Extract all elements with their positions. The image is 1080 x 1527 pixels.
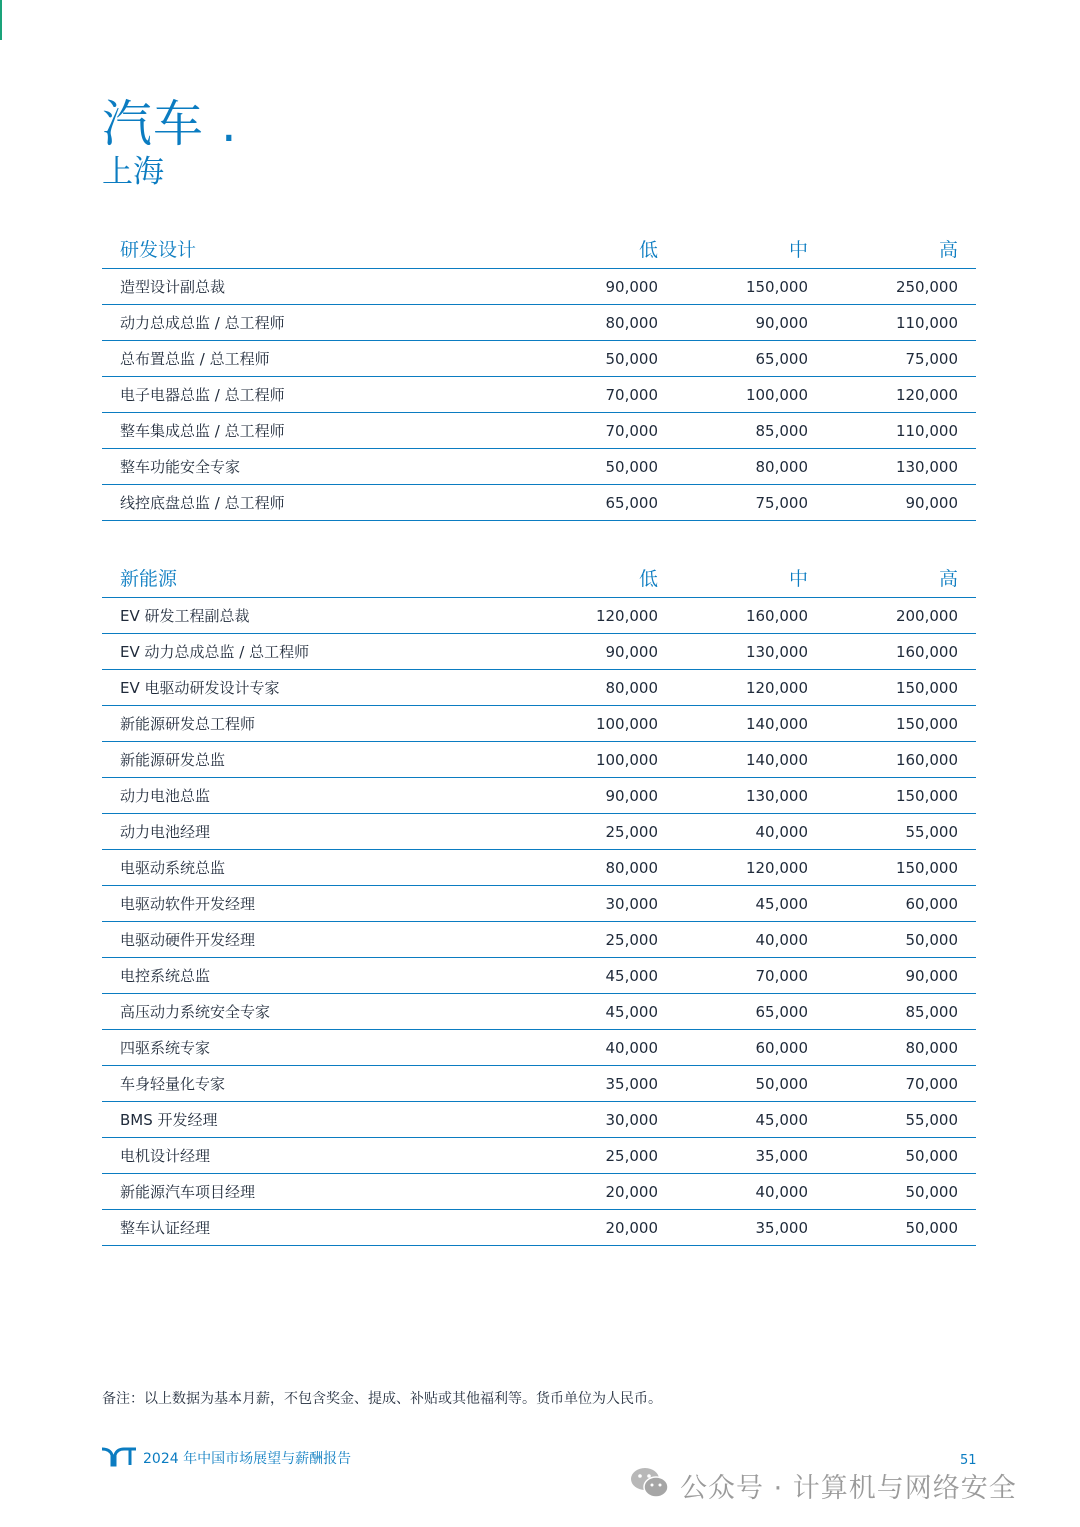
low-salary-cell: 120,000 xyxy=(512,598,676,634)
position-cell: 电子电器总监 / 总工程师 xyxy=(102,377,512,413)
table-row xyxy=(102,1102,976,1138)
position-cell: 新能源研发总工程师 xyxy=(102,706,512,742)
mid-salary-cell: 75,000 xyxy=(676,485,826,521)
high-salary-cell: 200,000 xyxy=(826,598,976,634)
position-cell: BMS 开发经理 xyxy=(102,1102,512,1138)
position-cell: 电驱动系统总监 xyxy=(102,850,512,886)
mid-salary-cell: 160,000 xyxy=(676,598,826,634)
mid-salary-cell: 120,000 xyxy=(676,850,826,886)
high-salary-cell: 120,000 xyxy=(826,377,976,413)
high-salary-cell: 55,000 xyxy=(826,814,976,850)
mid-salary-cell: 35,000 xyxy=(676,1210,826,1246)
table-row xyxy=(102,958,976,994)
table-row xyxy=(102,377,976,413)
high-salary-cell: 150,000 xyxy=(826,706,976,742)
low-salary-cell: 100,000 xyxy=(512,706,676,742)
high-salary-cell: 50,000 xyxy=(826,1174,976,1210)
high-salary-cell: 150,000 xyxy=(826,778,976,814)
position-cell: 电驱动硬件开发经理 xyxy=(102,922,512,958)
mid-header: 中 xyxy=(676,555,826,598)
page-number: 51 xyxy=(960,1453,977,1468)
mid-salary-cell: 60,000 xyxy=(676,1030,826,1066)
table-row xyxy=(102,670,976,706)
position-cell: EV 动力总成总监 / 总工程师 xyxy=(102,634,512,670)
position-cell: 造型设计副总裁 xyxy=(102,269,512,305)
position-cell: 线控底盘总监 / 总工程师 xyxy=(102,485,512,521)
position-cell: 电机设计经理 xyxy=(102,1138,512,1174)
mid-salary-cell: 65,000 xyxy=(676,341,826,377)
position-cell: 动力电池经理 xyxy=(102,814,512,850)
mid-salary-cell: 150,000 xyxy=(676,269,826,305)
table-row xyxy=(102,413,976,449)
high-salary-cell: 160,000 xyxy=(826,742,976,778)
mid-salary-cell: 40,000 xyxy=(676,922,826,958)
table-row xyxy=(102,269,976,305)
table-row xyxy=(102,1138,976,1174)
low-salary-cell: 40,000 xyxy=(512,1030,676,1066)
position-cell: EV 研发工程副总裁 xyxy=(102,598,512,634)
mid-salary-cell: 40,000 xyxy=(676,1174,826,1210)
table-row xyxy=(102,886,976,922)
watermark-text: 公众号 · 计算机与网络安全 xyxy=(680,1473,1017,1504)
position-cell: 动力电池总监 xyxy=(102,778,512,814)
position-cell: 新能源研发总监 xyxy=(102,742,512,778)
footer-report-title: 2024 年中国市场展望与薪酬报告 xyxy=(143,1451,352,1467)
position-cell: 电驱动软件开发经理 xyxy=(102,886,512,922)
position-cell: 车身轻量化专家 xyxy=(102,1066,512,1102)
mid-salary-cell: 50,000 xyxy=(676,1066,826,1102)
mid-salary-cell: 90,000 xyxy=(676,305,826,341)
position-cell: EV 电驱动研发设计专家 xyxy=(102,670,512,706)
position-cell: 整车功能安全专家 xyxy=(102,449,512,485)
table-row xyxy=(102,922,976,958)
table-row xyxy=(102,634,976,670)
position-cell: 电控系统总监 xyxy=(102,958,512,994)
position-cell: 整车集成总监 / 总工程师 xyxy=(102,413,512,449)
page-subtitle: 上海 xyxy=(102,154,164,190)
table-row xyxy=(102,1066,976,1102)
high-salary-cell: 80,000 xyxy=(826,1030,976,1066)
low-salary-cell: 45,000 xyxy=(512,994,676,1030)
position-cell: 总布置总监 / 总工程师 xyxy=(102,341,512,377)
mid-salary-cell: 70,000 xyxy=(676,958,826,994)
table-row xyxy=(102,598,976,634)
high-salary-cell: 160,000 xyxy=(826,634,976,670)
table-row xyxy=(102,742,976,778)
high-header: 高 xyxy=(826,226,976,269)
low-salary-cell: 25,000 xyxy=(512,814,676,850)
high-salary-cell: 70,000 xyxy=(826,1066,976,1102)
position-cell: 动力总成总监 / 总工程师 xyxy=(102,305,512,341)
table-row xyxy=(102,706,976,742)
mid-salary-cell: 65,000 xyxy=(676,994,826,1030)
low-salary-cell: 30,000 xyxy=(512,1102,676,1138)
low-salary-cell: 65,000 xyxy=(512,485,676,521)
table-row xyxy=(102,850,976,886)
high-salary-cell: 130,000 xyxy=(826,449,976,485)
low-salary-cell: 80,000 xyxy=(512,305,676,341)
high-salary-cell: 60,000 xyxy=(826,886,976,922)
mid-salary-cell: 85,000 xyxy=(676,413,826,449)
mid-salary-cell: 45,000 xyxy=(676,886,826,922)
low-salary-cell: 50,000 xyxy=(512,449,676,485)
wechat-icon xyxy=(630,1465,670,1501)
low-header: 低 xyxy=(512,555,676,598)
table-row xyxy=(102,1030,976,1066)
table-row xyxy=(102,1210,976,1246)
low-salary-cell: 45,000 xyxy=(512,958,676,994)
mid-salary-cell: 45,000 xyxy=(676,1102,826,1138)
high-salary-cell: 90,000 xyxy=(826,958,976,994)
position-cell: 整车认证经理 xyxy=(102,1210,512,1246)
position-cell: 四驱系统专家 xyxy=(102,1030,512,1066)
low-salary-cell: 70,000 xyxy=(512,413,676,449)
mid-salary-cell: 140,000 xyxy=(676,706,826,742)
high-salary-cell: 50,000 xyxy=(826,922,976,958)
position-cell: 新能源汽车项目经理 xyxy=(102,1174,512,1210)
low-salary-cell: 90,000 xyxy=(512,634,676,670)
low-salary-cell: 30,000 xyxy=(512,886,676,922)
position-cell: 高压动力系统安全专家 xyxy=(102,994,512,1030)
low-salary-cell: 20,000 xyxy=(512,1210,676,1246)
low-salary-cell: 100,000 xyxy=(512,742,676,778)
low-salary-cell: 80,000 xyxy=(512,850,676,886)
table-row xyxy=(102,814,976,850)
high-salary-cell: 110,000 xyxy=(826,305,976,341)
high-header: 高 xyxy=(826,555,976,598)
mid-salary-cell: 40,000 xyxy=(676,814,826,850)
table-row xyxy=(102,778,976,814)
low-salary-cell: 25,000 xyxy=(512,922,676,958)
high-salary-cell: 85,000 xyxy=(826,994,976,1030)
low-header: 低 xyxy=(512,226,676,269)
mid-salary-cell: 80,000 xyxy=(676,449,826,485)
table-row xyxy=(102,341,976,377)
low-salary-cell: 50,000 xyxy=(512,341,676,377)
mid-salary-cell: 130,000 xyxy=(676,778,826,814)
table-row xyxy=(102,1174,976,1210)
category-header: 新能源 xyxy=(102,555,512,598)
mid-salary-cell: 35,000 xyxy=(676,1138,826,1174)
table-row xyxy=(102,994,976,1030)
high-salary-cell: 90,000 xyxy=(826,485,976,521)
table-row xyxy=(102,305,976,341)
low-salary-cell: 90,000 xyxy=(512,269,676,305)
low-salary-cell: 25,000 xyxy=(512,1138,676,1174)
low-salary-cell: 80,000 xyxy=(512,670,676,706)
table-header-row xyxy=(102,555,976,598)
high-salary-cell: 110,000 xyxy=(826,413,976,449)
high-salary-cell: 75,000 xyxy=(826,341,976,377)
high-salary-cell: 50,000 xyxy=(826,1210,976,1246)
mid-salary-cell: 130,000 xyxy=(676,634,826,670)
corner-mark xyxy=(0,0,2,40)
table-row xyxy=(102,449,976,485)
mid-salary-cell: 140,000 xyxy=(676,742,826,778)
high-salary-cell: 50,000 xyxy=(826,1138,976,1174)
high-salary-cell: 55,000 xyxy=(826,1102,976,1138)
low-salary-cell: 35,000 xyxy=(512,1066,676,1102)
mid-salary-cell: 100,000 xyxy=(676,377,826,413)
high-salary-cell: 250,000 xyxy=(826,269,976,305)
footnote: 备注：以上数据为基本月薪，不包含奖金、提成、补贴或其他福利等。货币单位为人民币。 xyxy=(102,1391,662,1407)
table-row xyxy=(102,485,976,521)
page-title: 汽车 . xyxy=(102,95,238,153)
report-logo-icon xyxy=(102,1447,136,1467)
new-energy-salary-table xyxy=(102,555,976,1246)
low-salary-cell: 20,000 xyxy=(512,1174,676,1210)
mid-header: 中 xyxy=(676,226,826,269)
mid-salary-cell: 120,000 xyxy=(676,670,826,706)
rd-design-salary-table xyxy=(102,226,976,521)
high-salary-cell: 150,000 xyxy=(826,670,976,706)
low-salary-cell: 90,000 xyxy=(512,778,676,814)
category-header: 研发设计 xyxy=(102,226,512,269)
low-salary-cell: 70,000 xyxy=(512,377,676,413)
table-header-row xyxy=(102,226,976,269)
high-salary-cell: 150,000 xyxy=(826,850,976,886)
